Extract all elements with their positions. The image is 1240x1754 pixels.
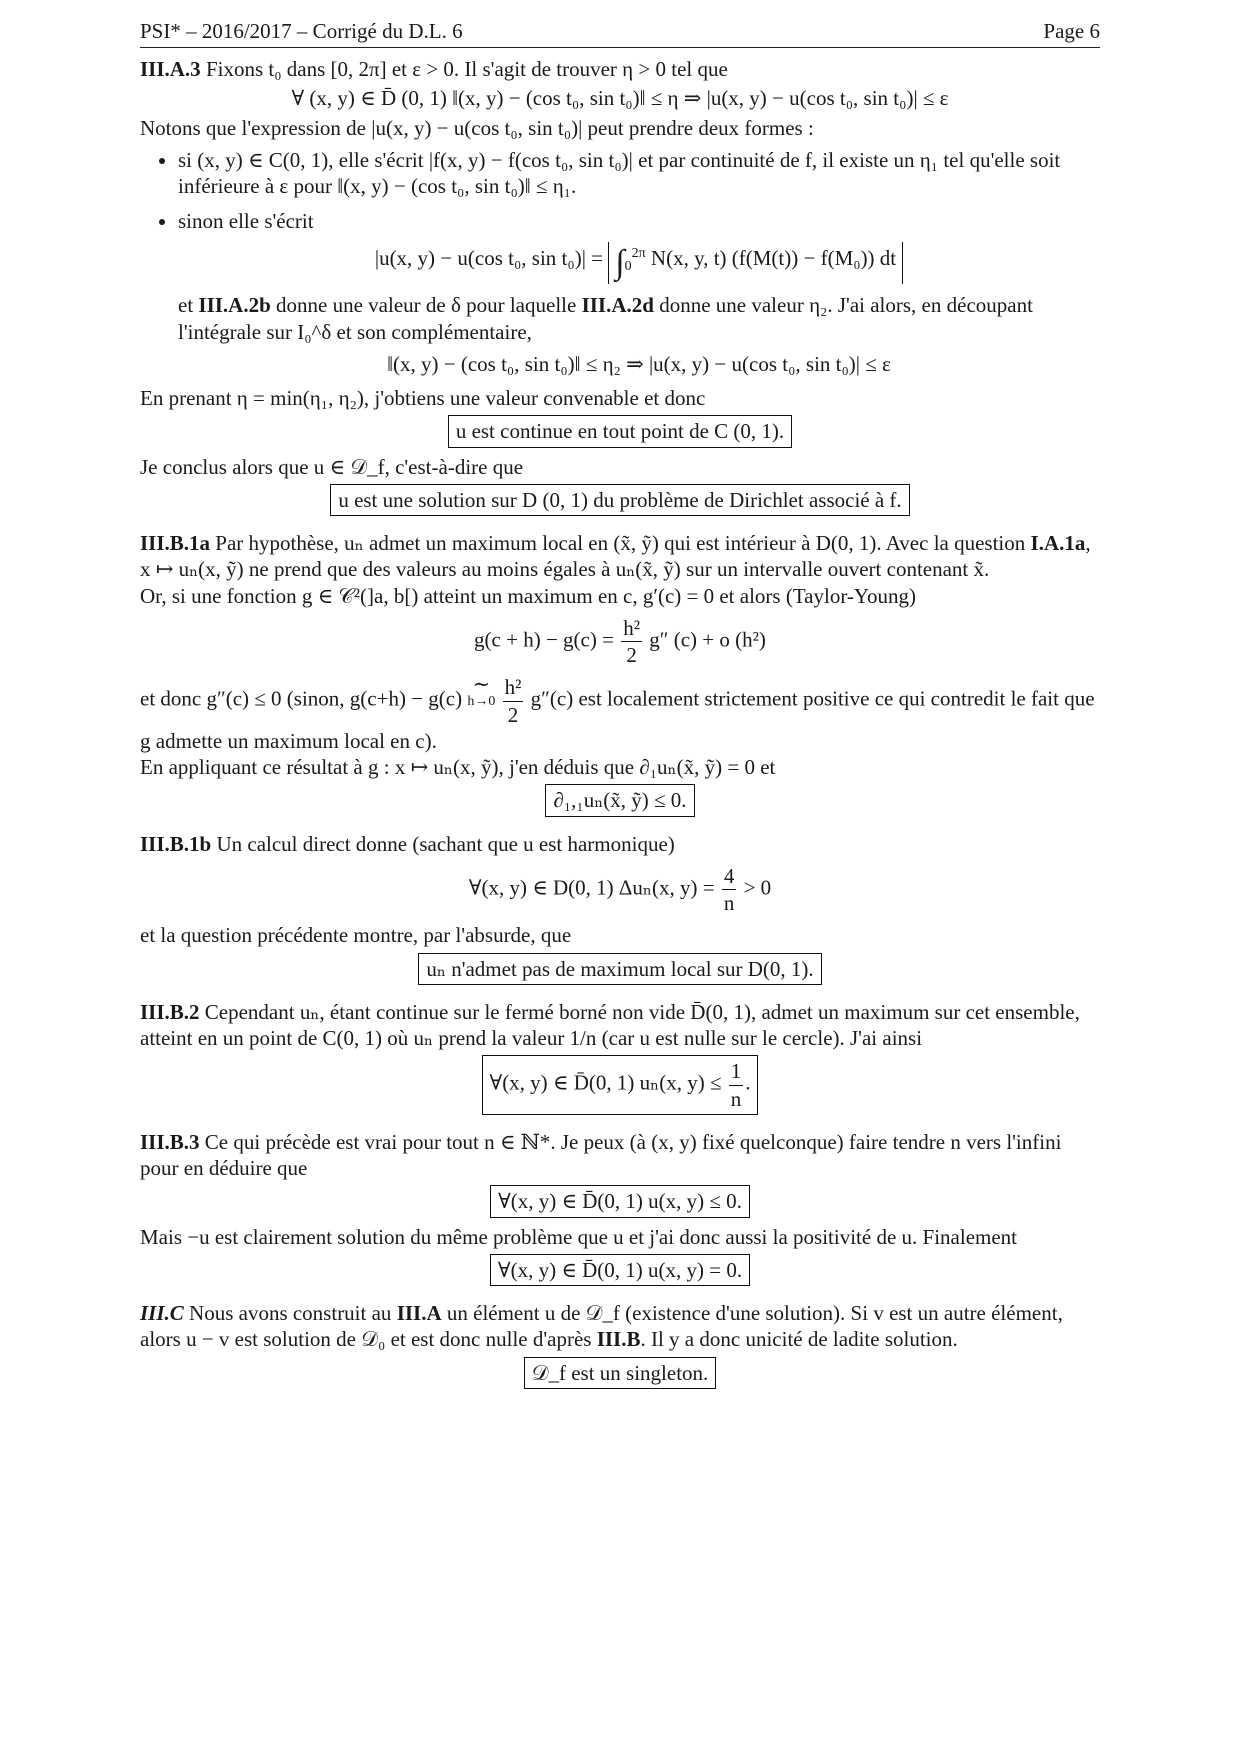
IIIB1b-box-wrap	[140, 953, 1100, 985]
section-IIIB1a	[140, 530, 1100, 817]
integral-lhs: |u(x, y) − u(cos t₀, sin t₀)| =	[374, 245, 603, 270]
IIIA3-box-2-wrap	[140, 484, 1100, 516]
IIIC-text-c: . Il y a donc unicité de ladite solution.	[640, 1327, 958, 1352]
document-page	[140, 18, 1100, 1738]
IIIA3-intro-text: Fixons t₀ dans [0, 2π] et ε > 0. Il s'agit de trouver η > 0 tel que	[205, 57, 728, 82]
section-IIIA3	[140, 56, 1100, 516]
IIIB1a-text-3a: et donc g″(c) ≤ 0 (sinon, g(c+h) − g(c)	[140, 686, 463, 711]
laplacian-lhs: ∀(x, y) ∈ D(0, 1) Δuₙ(x, y) =	[468, 875, 715, 900]
IIIC-text-b: un élément u de 𝒟_f (existence d'une solution). Si v est un autre élément, alors u − v est solution de 𝒟₀ et est donc nulle d'après	[140, 1301, 1063, 1352]
header-title: PSI* – 2016/2017 – Corrigé du D.L. 6	[140, 19, 463, 43]
IIIB2-box-lhs: ∀(x, y) ∈ D̄(0, 1) uₙ(x, y) ≤	[489, 1070, 722, 1095]
IIIA3-bullets	[140, 147, 1100, 377]
taylor-num: h²	[621, 615, 642, 642]
section-IIIB2	[140, 999, 1100, 1115]
section-IIIC	[140, 1300, 1100, 1389]
equiv-fraction	[503, 674, 524, 728]
IIIB3-para-2: Mais −u est clairement solution du même problème que u et j'ai donc aussi la positivité de u. Finalement	[140, 1224, 1018, 1249]
equiv-symbol	[467, 674, 495, 709]
IIIB2-result-box	[482, 1055, 759, 1115]
IIIB1a-text-1a: Par hypothèse, uₙ admet un maximum local en (x̃, ỹ) qui est intérieur à D(0, 1). Avec la question	[210, 531, 1031, 555]
IIIB1a-box-wrap	[140, 784, 1100, 816]
laplacian-num: 4	[722, 863, 737, 890]
IIIC-ref: III.C	[140, 1301, 184, 1325]
taylor-fraction	[621, 615, 642, 669]
taylor-lhs: g(c + h) − g(c) =	[474, 627, 614, 652]
equiv-den: 2	[507, 702, 519, 727]
IIIB2-text: Cependant uₙ, étant continue sur le fermé borné non vide D̄(0, 1), admet un maximum sur cet ensemble, atteint en un point de C(0, 1) où uₙ prend la valeur 1/n (car u est nulle sur le cercle). J'ai ainsi	[140, 999, 1080, 1050]
IIIC-text-a: Nous avons construit au	[183, 1301, 397, 1325]
IIIB3-ref: III.B.3	[140, 1129, 200, 1154]
IIIB1a-para-4: En appliquant ce résultat à g : x ↦ uₙ(x, ỹ), j'en déduis que ∂₁uₙ(x̃, ỹ) = 0 et	[140, 755, 776, 779]
ref-IIIA2b: III.A.2b	[198, 293, 271, 318]
IIIB3-result-box-1: ∀(x, y) ∈ D̄(0, 1) u(x, y) ≤ 0.	[490, 1185, 750, 1217]
taylor-den: 2	[626, 643, 637, 667]
IIIA3-intro	[140, 56, 1100, 82]
IIIC-para	[140, 1300, 1100, 1353]
IIIB1a-para-1	[140, 530, 1100, 583]
IIIB1a-text-3b: g″(c) est localement strictement positive ce qui contredit le fait que g admette un maximum local en c).	[140, 686, 1095, 753]
IIIB3-text: Ce qui précède est vrai pour tout n ∈ ℕ*. Je peux (à (x, y) fixé quelconque) faire tendre n vers l'infini pour en déduire que	[140, 1129, 1062, 1180]
taylor-formula	[140, 615, 1100, 669]
IIIB1a-text-1b: , x ↦ uₙ(x, ỹ) ne prend que des valeurs au moins égales à uₙ(x̃, ỹ) sur un intervalle ouvert contenant x̃.	[140, 531, 1091, 582]
IIIA3-note: Notons que l'expression de |u(x, y) − u(cos t₀, sin t₀)| peut prendre deux formes :	[140, 115, 814, 140]
ref-IIIA2d: III.A.2d	[581, 293, 654, 318]
integral-abs: $\int_0^{2\pi}$ N(x, y, t) (f(M(t)) − f(M₀)) dt	[608, 242, 903, 285]
IIIA3-bullet-2	[178, 208, 1100, 378]
bullet2-cont-b: donne une valeur de δ pour laquelle	[270, 293, 582, 318]
IIIB2-box-wrap	[140, 1055, 1100, 1115]
page-number: Page 6	[1043, 19, 1100, 43]
IIIB1b-result-box: uₙ n'admet pas de maximum local sur D(0, 1).	[418, 953, 821, 985]
IIIA3-integral	[178, 242, 1100, 285]
IIIB1b-para-2: et la question précédente montre, par l'absurde, que	[140, 923, 572, 948]
ref-IIIB: III.B	[596, 1327, 641, 1352]
IIIB1a-para-3	[140, 674, 1100, 754]
IIIA3-result-box-1: u est continue en tout point de C (0, 1).	[448, 415, 792, 447]
IIIB1a-para-2: Or, si une fonction g ∈ 𝒞²(]a, b[) atteint un maximum en c, g′(c) = 0 et alors (Taylor-Young)	[140, 583, 916, 608]
bullet2-cont-a: et	[178, 293, 199, 318]
IIIA3-conclusion-2: Je conclus alors que u ∈ 𝒟_f, c'est-à-dire que	[140, 454, 524, 479]
IIIA3-display-2: ‖(x, y) − (cos t₀, sin t₀)‖ ≤ η₂ ⇒ |u(x, y) − u(cos t₀, sin t₀)| ≤ ε	[387, 351, 891, 376]
IIIB1a-ref: III.B.1a	[140, 531, 211, 555]
taylor-rhs: g″ (c) + o (h²)	[649, 627, 766, 652]
IIIB2-den: n	[730, 1086, 742, 1111]
IIIB3-box-1-wrap	[140, 1185, 1100, 1217]
IIIA3-display-1: ∀ (x, y) ∈ D̄ (0, 1) ‖(x, y) − (cos t₀, sin t₀)‖ ≤ η ⇒ |u(x, y) − u(cos t₀, sin t₀)| ≤ ε	[291, 85, 949, 110]
bullet2-cont-c: donne une valeur η₂. J'ai alors, en découpant l'intégrale sur I₀^δ et son complémentaire,	[178, 293, 1033, 344]
IIIA3-box-1-wrap	[140, 415, 1100, 447]
laplacian-den: n	[723, 891, 735, 915]
IIIB1b-para-1	[140, 831, 1100, 857]
page-header	[140, 18, 1100, 48]
equiv-num: h²	[503, 674, 524, 701]
equiv-sign: ∼	[472, 672, 491, 697]
IIIA3-conclusion: En prenant η = min(η₁, η₂), j'obtiens une valeur convenable et donc	[140, 386, 706, 410]
IIIB3-para	[140, 1129, 1100, 1182]
IIIB1b-ref: III.B.1b	[140, 831, 212, 856]
section-IIIB3	[140, 1129, 1100, 1286]
IIIB2-num: 1	[729, 1058, 744, 1085]
IIIC-box-wrap	[140, 1357, 1100, 1389]
laplacian-rhs: > 0	[743, 875, 772, 900]
IIIB1a-result-box: ∂₁,₁uₙ(x̃, ỹ) ≤ 0.	[545, 784, 694, 816]
IIIA3-result-box-2: u est une solution sur D (0, 1) du problème de Dirichlet associé à f.	[330, 484, 909, 516]
IIIA3-bullet-2-text: sinon elle s'écrit	[178, 208, 314, 233]
equiv-sub: h→0	[467, 694, 496, 710]
IIIB2-fraction	[729, 1058, 744, 1112]
ref-IA1a: I.A.1a	[1030, 531, 1086, 555]
laplacian-formula	[140, 863, 1100, 917]
IIIB3-box-2-wrap	[140, 1254, 1100, 1286]
integral-body: N(x, y, t) (f(M(t)) − f(M₀)) dt	[650, 245, 897, 270]
section-IIIB1b	[140, 831, 1100, 985]
IIIB2-ref: III.B.2	[140, 999, 200, 1024]
IIIB1b-text-1: Un calcul direct donne (sachant que u est harmonique)	[211, 831, 675, 856]
IIIB2-box-end: .	[745, 1070, 751, 1095]
laplacian-fraction	[722, 863, 737, 917]
IIIA3-ref: III.A.3	[140, 57, 201, 82]
integral-sign-icon: ∫	[615, 243, 625, 281]
ref-IIIA: III.A	[396, 1301, 442, 1325]
IIIB2-para	[140, 999, 1100, 1052]
IIIA3-bullet-1: • si (x, y) ∈ C(0, 1), elle s'écrit |f(x, y) − f(cos t₀, sin t₀)| et par continuité de f, il existe un η₁ tel qu'elle soit inférieure à ε pour ‖(x, y) − (cos t₀, sin t₀)‖ ≤ η₁.	[178, 147, 1100, 200]
IIIB3-result-box-2: ∀(x, y) ∈ D̄(0, 1) u(x, y) = 0.	[490, 1254, 750, 1286]
IIIC-result-box: 𝒟_f est un singleton.	[524, 1357, 717, 1389]
